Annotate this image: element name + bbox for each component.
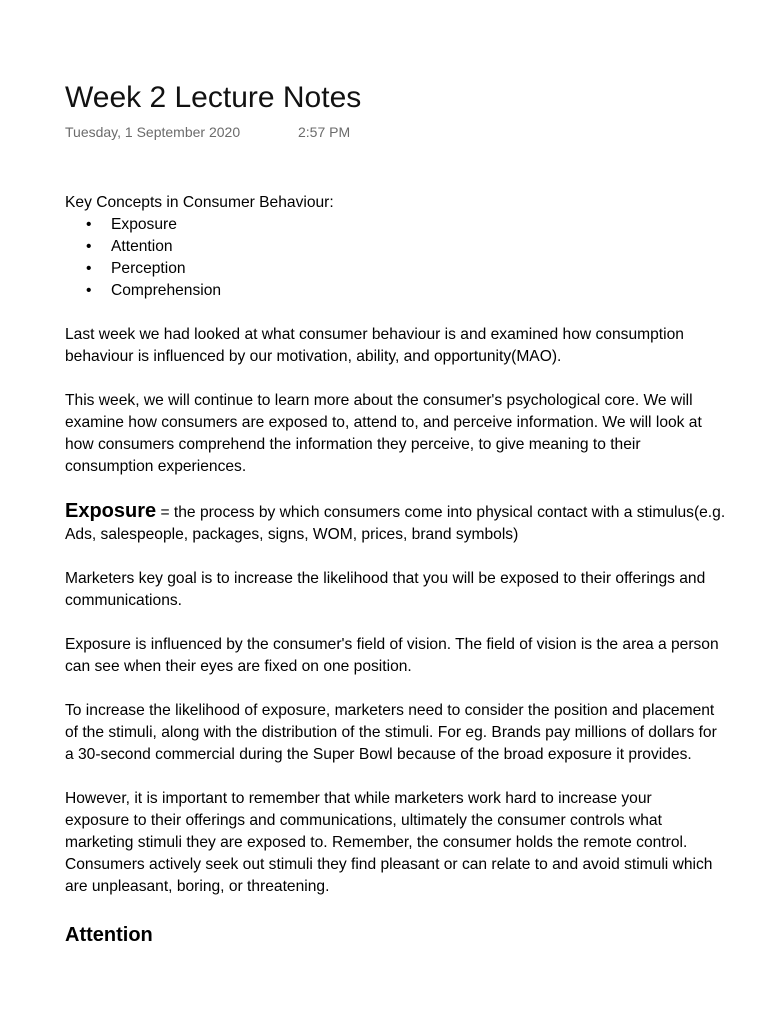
page-title: Week 2 Lecture Notes [65, 81, 362, 114]
paragraph: However, it is important to remember that while marketers work hard to increase your exposure to their offerings and communications, ultimately the consumer controls what marketing stimuli they are exposed to. Remember, the consumer holds the remote control. Consumers actively seek out stimuli they find pleasant or can relate to and avoid stimuli which are unpleasant, boring, or threatening. [65, 790, 713, 895]
paragraph: This week, we will continue to learn more about the consumer's psychological core. We will examine how consumers are exposed to, attend to, and perceive information. We will look at how consumers comprehend the information they perceive, to give meaning to their consumption experiences. [65, 392, 702, 475]
time-text: 2:57 PM [298, 124, 351, 140]
date-text: Tuesday, 1 September 2020 [65, 124, 241, 140]
exposure-definition: Exposure = the process by which consumers come into physical contact with a stimulus(e.g. Ads, salespeople, packages, signs, WOM, prices, brand symbols) [65, 500, 726, 543]
list-item: • Comprehension [65, 280, 768, 302]
list-item: • Attention [65, 236, 768, 258]
list-item: • Perception [65, 258, 768, 280]
bullet-icon: • [86, 238, 92, 255]
bullet-icon: • [86, 216, 92, 233]
paragraph: Exposure is influenced by the consumer's field of vision. The field of vision is the area a person can see when their eyes are fixed on one position. [65, 636, 719, 675]
bullet-icon: • [86, 260, 92, 277]
paragraph: To increase the likelihood of exposure, marketers need to consider the position and placement of the stimuli, along with the distribution of the stimuli. For eg. Brands pay millions of dollars for a 30-second commercial during the Super Bowl because of the broad exposure it provides. [65, 702, 717, 763]
bullet-icon: • [86, 282, 92, 299]
note-body [65, 192, 768, 950]
key-concepts-heading: Key Concepts in Consumer Behaviour: [65, 194, 334, 211]
exposure-heading: Exposure [65, 500, 157, 522]
paragraph: Marketers key goal is to increase the likelihood that you will be exposed to their offerings and communications. [65, 570, 706, 609]
attention-heading: Attention [65, 924, 153, 946]
key-concepts-list [65, 214, 768, 302]
list-item: • Exposure [65, 214, 768, 236]
timestamp [65, 122, 351, 142]
paragraph: Last week we had looked at what consumer behaviour is and examined how consumption behaviour is influenced by our motivation, ability, and opportunity(MAO). [65, 326, 684, 365]
